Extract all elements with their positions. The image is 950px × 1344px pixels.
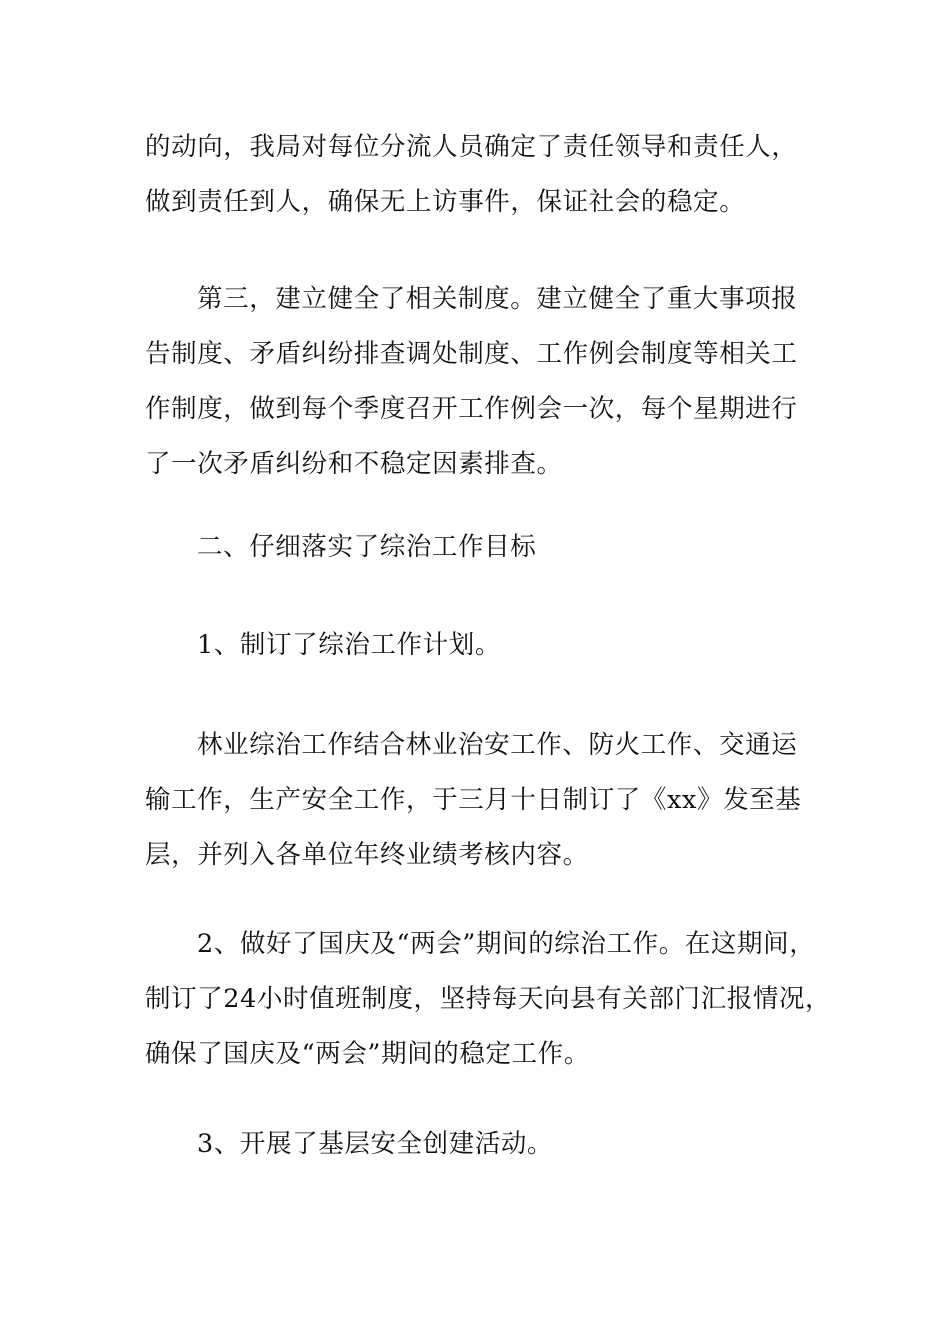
text-line: 输工作，生产安全工作，于三月十日制订了《xx》发至基 (145, 785, 802, 815)
paragraph-third-system (145, 284, 835, 479)
text-line: 林业综治工作结合林业治安工作、防火工作、交通运 (197, 730, 798, 760)
text-line: 1、制订了综治工作计划。 (197, 630, 501, 660)
paragraph-item-2 (145, 929, 835, 1069)
text-line: 告制度、矛盾纠纷排查调处制度、工作例会制度等相关工 (145, 339, 798, 369)
text-line: 3、开展了基层安全创建活动。 (197, 1129, 554, 1159)
text-line: 的动向，我局对每位分流人员确定了责任领导和责任人， (145, 132, 798, 162)
text-line: 层，并列入各单位年终业绩考核内容。 (145, 840, 589, 870)
item-1-heading (145, 630, 835, 660)
text-line: 了一次矛盾纠纷和不稳定因素排查。 (145, 449, 563, 479)
text-line: 做到责任到人，确保无上访事件，保证社会的稳定。 (145, 187, 746, 217)
paragraph-responsibility (145, 132, 835, 217)
item-3-heading (145, 1129, 835, 1159)
text-line: 第三，建立健全了相关制度。建立健全了重大事项报 (197, 284, 798, 314)
paragraph-forestry (145, 730, 835, 870)
section-heading-two (145, 532, 835, 562)
text-line: 制订了24小时值班制度，坚持每天向县有关部门汇报情况， (145, 984, 832, 1014)
text-line: 2、做好了国庆及“两会”期间的综治工作。在这期间， (197, 929, 816, 959)
text-line: 确保了国庆及“两会”期间的稳定工作。 (145, 1039, 590, 1069)
text-line: 作制度，做到每个季度召开工作例会一次，每个星期进行 (145, 394, 798, 424)
text-line: 二、仔细落实了综治工作目标 (197, 532, 537, 562)
